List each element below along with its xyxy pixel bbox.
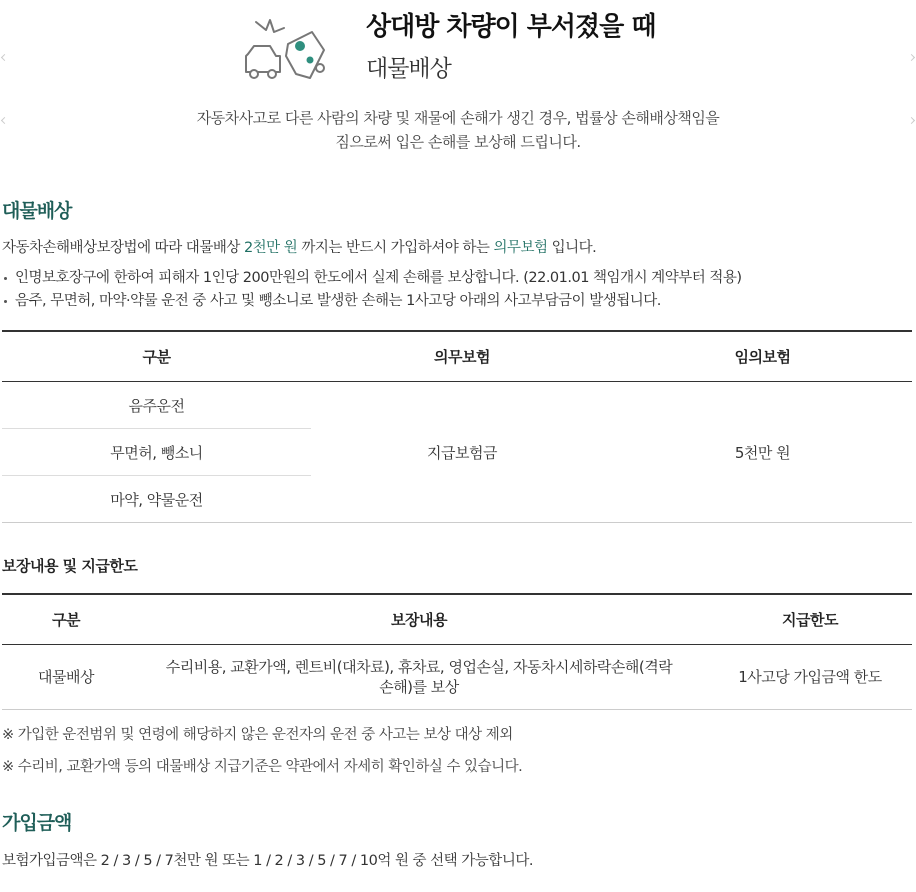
hero-description [0,106,916,154]
coverage-table [2,593,912,710]
coverage-content-line: 손해)를 보상 [379,678,459,696]
bullet-text: 음주, 무면허, 마약·약물 운전 중 사고 및 뺑소니로 발생한 손해는 1사고당 아래의 사고부담금이 발생됩니다. [15,293,661,309]
bullet-dot-icon [4,300,7,303]
intro-mandatory-insurance: 의무보험 [493,240,548,256]
table-cell: 무면허, 뺑소니 [2,429,311,476]
table-header: 구분 [2,331,311,382]
table-row [2,382,912,429]
table-header: 의무보험 [311,331,613,382]
intro-amount: 2천만 원 [243,240,298,256]
table-row [2,645,912,710]
table-cell: 대물배상 [2,645,130,710]
bullet-text: 인명보호장구에 한하여 피해자 1인당 200만원의 한도에서 실제 손해를 보상합니다. (22.01.01 책임개시 계약부터 적용) [15,270,742,286]
hero-description-line: 짐으로써 입은 손해를 보상해 드립니다. [335,133,581,151]
bullet-item [2,289,661,310]
section-heading-liability: 대물배상 [2,200,72,222]
deductible-table [2,330,912,523]
optional-value-cell: 5천만 원 [613,382,912,523]
hero-description-line: 자동차사고로 다른 사람의 차량 및 재물에 손해가 생긴 경우, 법률상 손해배상책임을 [196,109,720,127]
table-cell: 1사고당 가입금액 한도 [708,645,912,710]
table-header-row [2,594,912,645]
table-header: 임의보험 [613,331,912,382]
coverage-heading: 보장내용 및 지급한도 [2,557,138,575]
section-heading-amount: 가입금액 [2,812,72,834]
mandatory-value-cell: 지급보험금 [311,382,613,523]
table-cell: 음주운전 [2,382,311,429]
amount-text: 보험가입금액은 2 / 3 / 5 / 7천만 원 또는 1 / 2 / 3 / 5 / 7 / 10억 원 중 선택 가능합니다. [2,853,533,869]
car-crash-icon [240,16,330,86]
intro-pre: 자동차손해배상보장법에 따라 대물배상 [2,240,244,256]
intro-post: 입니다. [547,240,597,256]
bullet-item [2,266,742,287]
footnote: ※ 수리비, 교환가액 등의 대물배상 지급기준은 약관에서 자세히 확인하실 수 있습니다. [2,759,523,775]
table-header: 보장내용 [130,594,708,645]
table-cell: 마약, 약물운전 [2,476,311,523]
intro-text [2,236,596,257]
hero-section [0,0,916,160]
coverage-content-line: 수리비용, 교환가액, 렌트비(대차료), 휴차료, 영업손실, 자동차시세하락손해(격락 [165,658,673,676]
footnote: ※ 가입한 운전범위 및 연령에 해당하지 않은 운전자의 운전 중 사고는 보상 대상 제외 [2,727,513,743]
page-subtitle: 대물배상 [366,56,451,82]
intro-mid: 까지는 반드시 가입하셔야 하는 [297,240,494,256]
coverage-content-cell [130,645,708,710]
page-title: 상대방 차량이 부서졌을 때 [366,12,656,42]
table-header-row [2,331,912,382]
bullet-dot-icon [4,277,7,280]
table-header: 구분 [2,594,130,645]
table-header: 지급한도 [708,594,912,645]
